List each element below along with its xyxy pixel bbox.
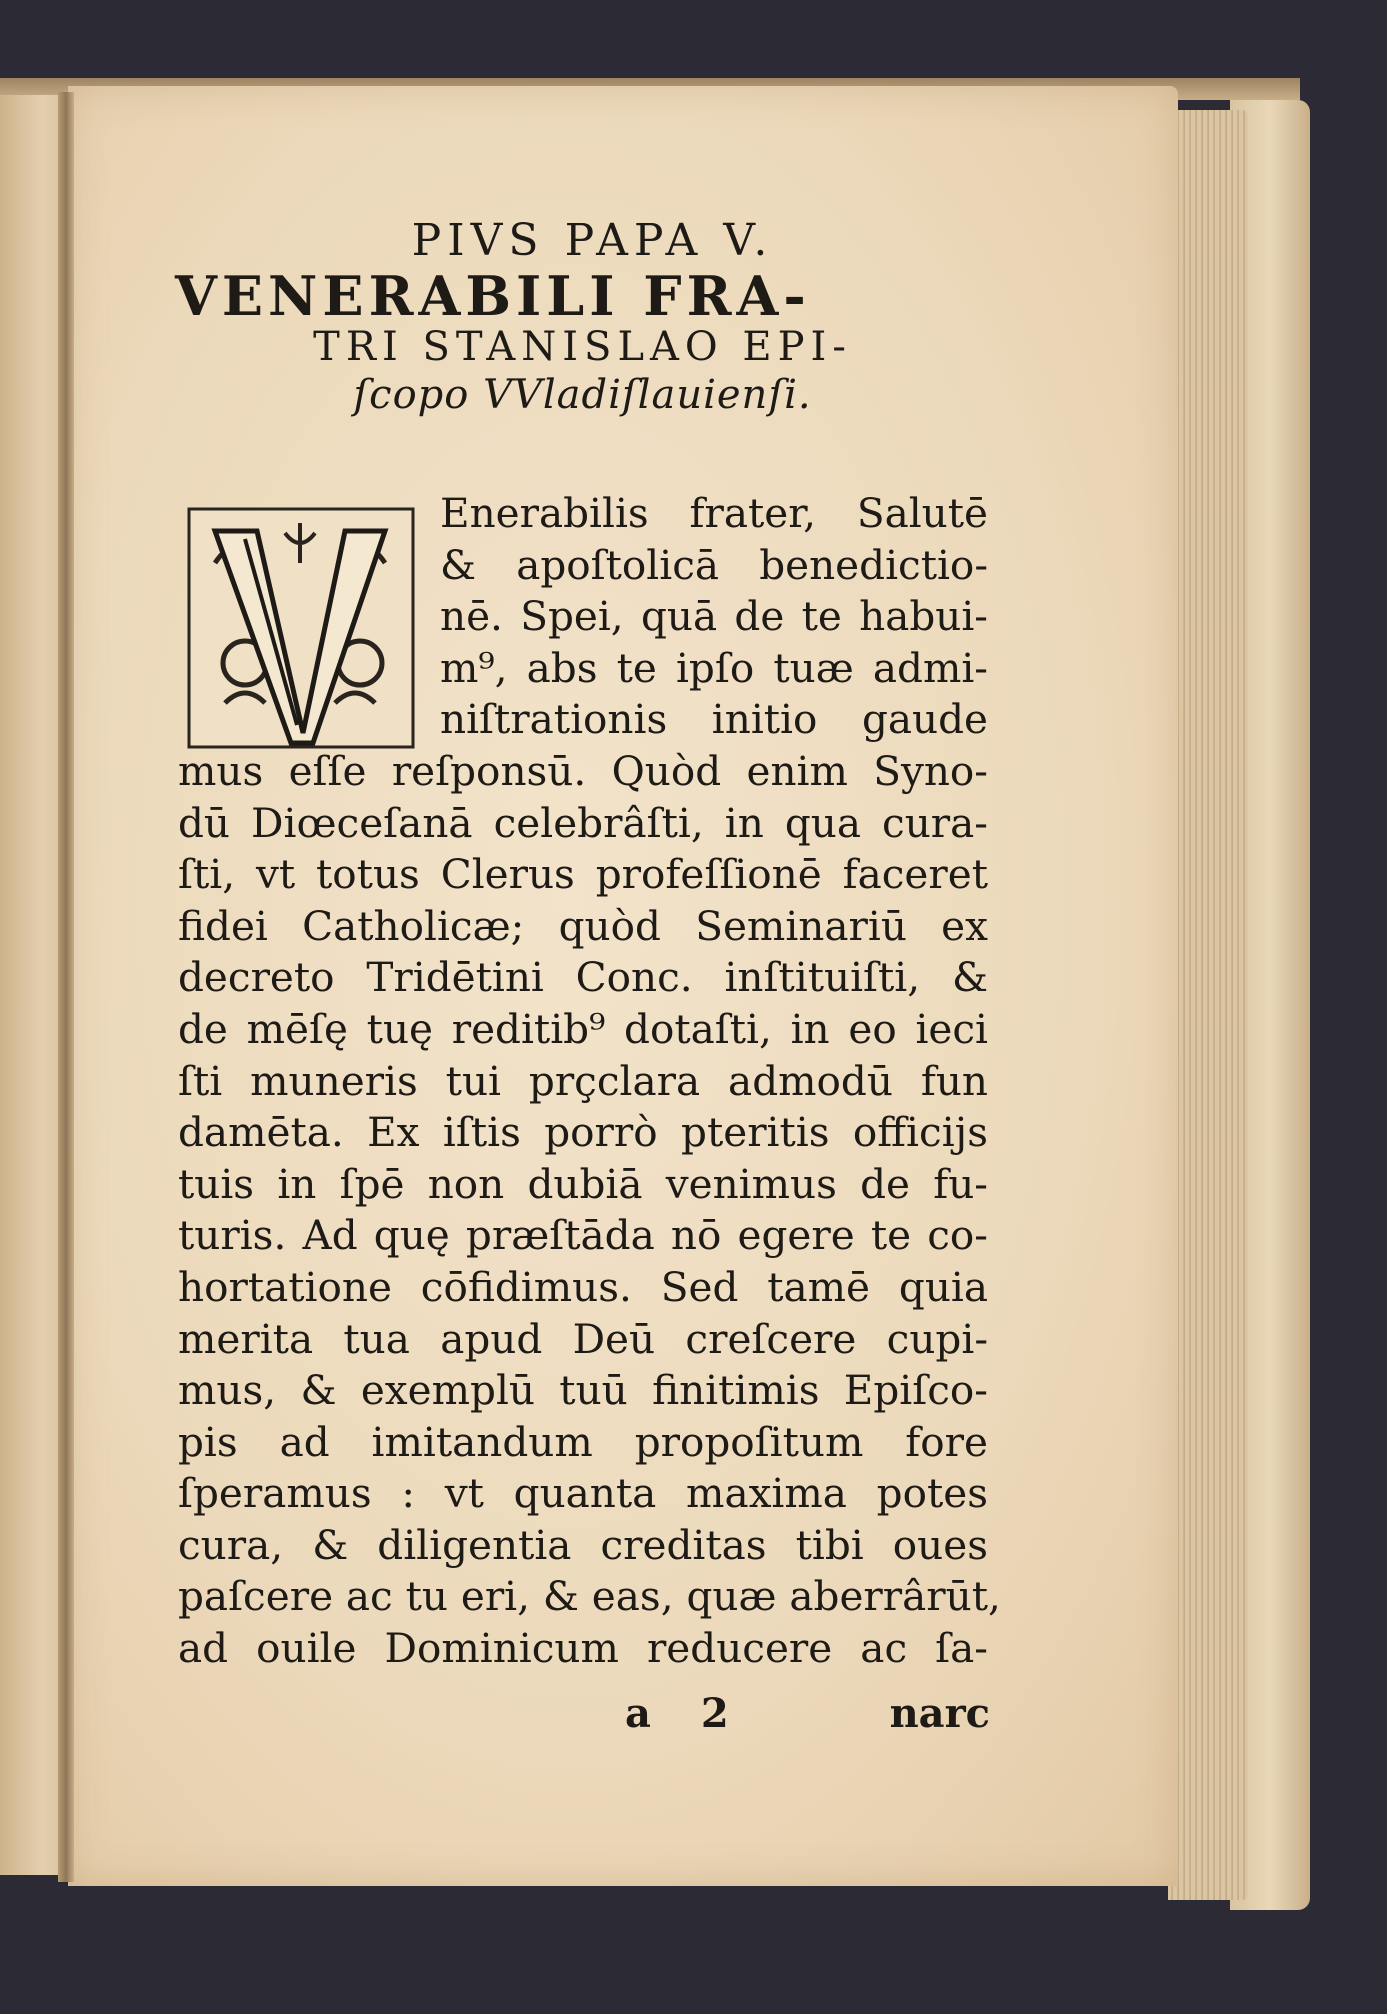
page-block-edges [1168,110,1248,1900]
text-line: & apoſtolicā benedictio- [440,540,988,589]
text-line: dū Diœceſanā celebrâſti, in qua cura- [178,798,988,847]
text-line: ſperamus : vt quanta maxima potes [178,1469,988,1518]
text-line: turis. Ad quę præſtāda nō egere te co- [178,1211,988,1260]
text-line: ad ouile Dominicum reducere ac ſa- [178,1624,988,1673]
body-text [178,488,1001,1675]
text-line: tuis in ſpē non dubiā venimus de fu- [178,1159,988,1208]
text-line: de mēſę tuę reditib⁹ dotaſti, in eo ieci [178,1004,988,1053]
text-line: niſtrationis initio gaude [440,695,988,744]
text-line: paſcere ac tu eri, & eas, quæ aberrârūt, [178,1572,1001,1621]
text-line: m⁹, abs te ipſo tuæ admi- [440,643,988,692]
text-line: pis ad imitandum propoſitum fore [178,1417,988,1466]
text-line: nē. Spei, quā de te habui- [440,592,988,641]
text-line: hortatione cōfidimus. Sed tamē quia [178,1262,988,1311]
text-line: fidei Catholicæ; quòd Seminariū ex [178,901,988,950]
heading-line-1: PIVS PAPA V. [411,215,774,266]
text-line: cura, & diligentia creditas tibi oues [178,1520,988,1569]
binding-gutter [58,92,74,1882]
text-line: mus, & exemplū tuū finitimis Epiſco- [178,1366,988,1415]
page-heading [175,215,990,421]
heading-line-3: TRI STANISLAO EPI- [313,324,852,370]
text-line: Enerabilis frater, Salutē [440,489,988,537]
text-line: damēta. Ex iſtis porrò pteritis officijs [178,1108,988,1157]
text-line: ſti muneris tui prçclara admodū fun [178,1056,988,1105]
signature-mark: a 2 [625,1690,747,1737]
text-line: merita tua apud Deū creſcere cupi- [178,1314,988,1363]
heading-line-2: VENERABILI FRA- [175,264,811,328]
page-footer [175,1690,990,1740]
text-line: decreto Tridētini Conc. inſtituiſti, & [178,953,988,1002]
catchword: narc [889,1690,990,1737]
text-line: ſti, vt totus Clerus profeſſionē faceret [178,850,988,899]
heading-line-4: ſcopo VVladiſlauienſi. [353,372,812,418]
text-line: mus eſſe reſponsū. Quòd enim Syno- [178,746,988,795]
